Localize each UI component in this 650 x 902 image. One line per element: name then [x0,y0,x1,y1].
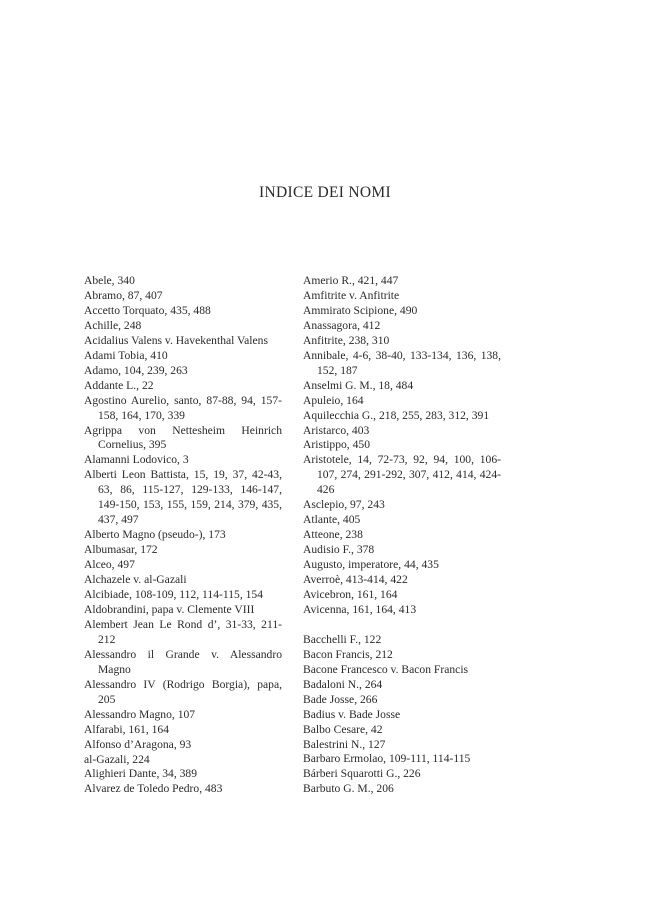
index-entry: Bacon Francis, 212 [303,647,393,661]
index-entry: Anassagora, 412 [303,318,381,332]
index-entry: Bacchelli F., 122 [303,632,382,646]
index-entry: Amerio R., 421, 447 [303,274,399,287]
index-entry: Alcibiade, 108-109, 112, 114-115, 154 [84,588,264,602]
index-entry: Alvarez de Toledo Pedro, 483 [84,782,223,796]
index-entry: Asclepio, 97, 243 [303,498,385,512]
index-entry: Alessandro Magno, 107 [84,707,196,721]
index-entry: Alessandro IV (Rodrigo Borgia), papa, 205 [84,677,282,706]
index-entry: Alighieri Dante, 34, 389 [84,767,198,781]
index-entry: Achille, 248 [84,318,142,332]
index-entry: Addante L., 22 [84,378,154,392]
index-column-right [303,274,501,797]
index-entry: Anfitrite, 238, 310 [303,333,390,347]
index-entry: Alessandro il Grande v. Alessandro Magno [84,647,282,676]
index-entry: Balestrini N., 127 [303,737,386,751]
index-entry: Atteone, 238 [303,528,363,542]
letter-section-divider [303,618,501,633]
index-entry: Agrippa von Nettesheim Heinrich Cornelius, 395 [84,423,282,452]
index-entry: Anselmi G. M., 18, 484 [303,378,414,392]
index-entry: Abele, 340 [84,274,135,287]
index-entry: Annibale, 4-6, 38-40, 133-134, 136, 138, 152, 187 [303,348,501,377]
index-entry: Aldobrandini, papa v. Clemente VIII [84,602,255,616]
index-entry: Amfitrite v. Anfitrite [303,288,400,302]
index-entry: Adami Tobia, 410 [84,348,168,362]
index-entry: Abramo, 87, 407 [84,288,163,302]
index-entry: Badius v. Bade Josse [303,707,401,721]
index-entry: Avicenna, 161, 164, 413 [303,602,417,616]
index-entry: Alamanni Lodovico, 3 [84,453,189,467]
index-entry: Aristippo, 450 [303,438,370,452]
index-entry: Badaloni N., 264 [303,677,383,691]
index-entry: Ammirato Scipione, 490 [303,303,418,317]
index-entry: Alfarabi, 161, 164 [84,722,170,736]
index-entry: Augusto, imperatore, 44, 435 [303,558,439,572]
index-entry: Albumasar, 172 [84,543,158,557]
index-entry: Avicebron, 161, 164 [303,588,398,602]
index-entry: Barbaro Ermolao, 109-111, 114-115 [303,752,471,766]
index-entry: Bade Josse, 266 [303,692,378,706]
index-entry: Alceo, 497 [84,558,135,572]
index-entry: Bárberi Squarotti G., 226 [303,767,421,781]
index-entry: al-Gazali, 224 [84,752,150,766]
index-entry: Alembert Jean Le Rond d’, 31-33, 211-212 [84,617,282,646]
index-entry: Aristotele, 14, 72-73, 92, 94, 100, 106-107, 274, 291-292, 307, 412, 414, 424-426 [303,453,501,497]
index-entry: Alberti Leon Battista, 15, 19, 37, 42-43, 63, 86, 115-127, 129-133, 146-147, 149-150, 153, 155, 159, 214, 379, 435, 437, 497 [84,468,282,527]
index-entry: Averroè, 413-414, 422 [303,573,408,587]
index-entry: Agostino Aurelio, santo, 87-88, 94, 157-158, 164, 170, 339 [84,393,282,422]
page-title: INDICE DEI NOMI [259,184,391,201]
index-entry: Aquilecchia G., 218, 255, 283, 312, 391 [303,408,490,422]
index-entry: Alfonso d’Aragona, 93 [84,737,192,751]
index-entry: Audisio F., 378 [303,543,375,557]
index-entry: Adamo, 104, 239, 263 [84,363,188,377]
index-entry: Atlante, 405 [303,513,361,527]
index-entry: Aristarco, 403 [303,423,370,437]
index-entry: Acidalius Valens v. Havekenthal Valens [84,333,268,347]
index-entry: Alberto Magno (pseudo-), 173 [84,528,226,542]
index-column-left [84,274,282,797]
index-entry: Barbuto G. M., 206 [303,782,394,796]
index-entry: Apuleio, 164 [303,393,364,407]
index-entry: Alchazele v. al-Gazali [84,573,187,587]
index-entry: Bacone Francesco v. Bacon Francis [303,662,469,676]
index-entry: Balbo Cesare, 42 [303,722,383,736]
index-entry: Accetto Torquato, 435, 488 [84,303,211,317]
